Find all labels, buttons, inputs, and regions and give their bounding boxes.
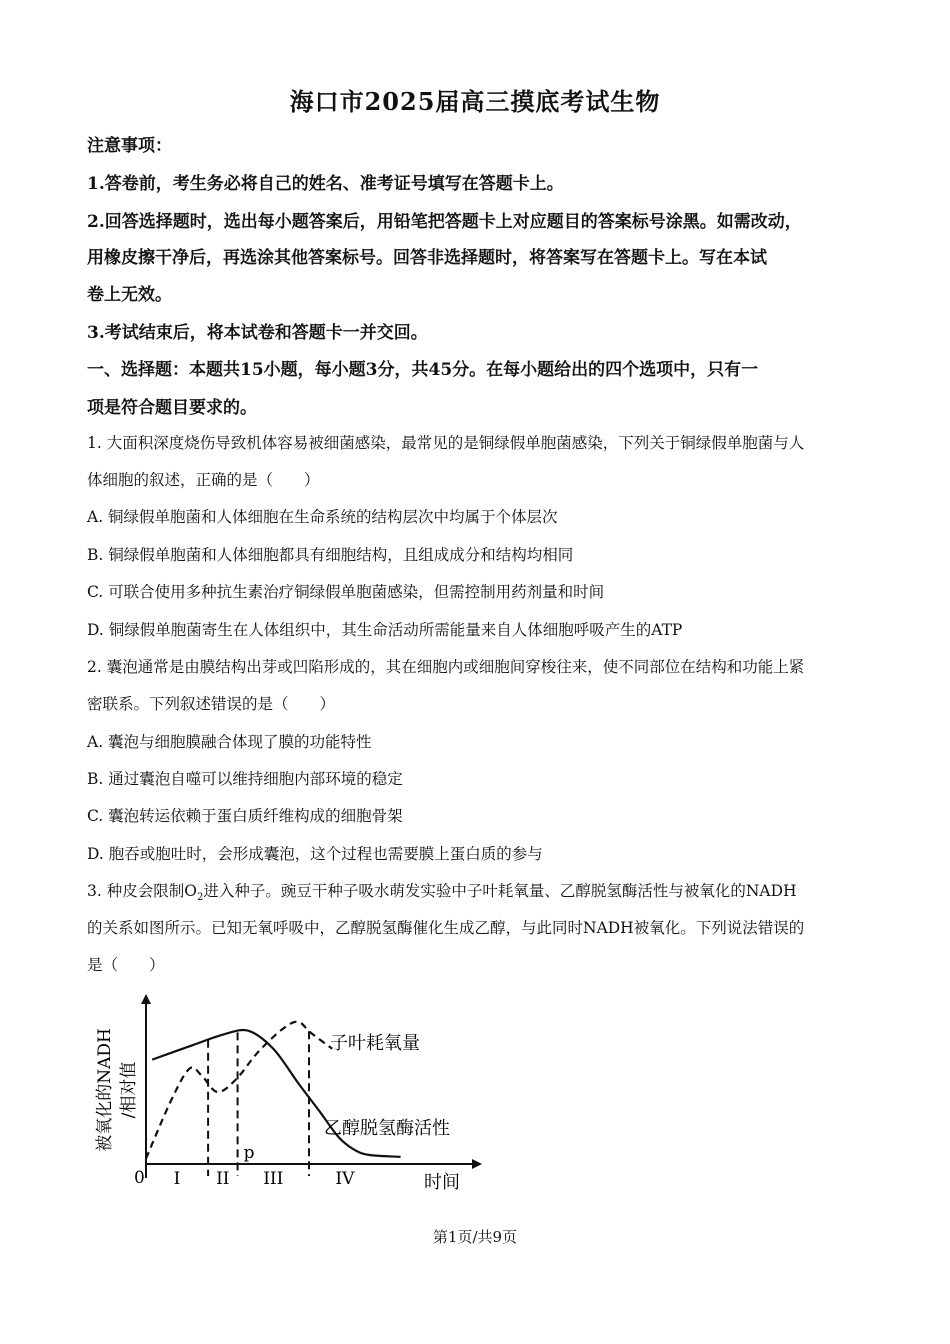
question-3-stem <box>87 879 797 903</box>
question-2-option-c: C. 囊泡转运依赖于蛋白质纤维构成的细胞骨架 <box>87 807 403 825</box>
note-line: 用橡皮擦干净后，再选涂其他答案标号。回答非选择题时，将答案写在答题卡上。写在本试 <box>87 248 767 268</box>
question-1-option-c: C. 可联合使用多种抗生素治疗铜绿假单胞菌感染，但需控制用药剂量和时间 <box>87 583 605 601</box>
question-1-stem: 体细胞的叙述，正确的是（ ） <box>87 471 320 489</box>
stage-label: I <box>173 1169 181 1189</box>
question-2-stem: 2. 囊泡通常是由膜结构出芽或凹陷形成的，其在细胞内或细胞间穿梭往来，使不同部位在结构和功能上紧 <box>87 658 805 676</box>
note-line: 1.答卷前，考生务必将自己的姓名、准考证号填写在答题卡上。 <box>87 174 564 194</box>
stage-label: IV <box>335 1169 355 1189</box>
stage-label: III <box>263 1169 284 1189</box>
question-2-option-b: B. 通过囊泡自噬可以维持细胞内部环境的稳定 <box>87 770 403 788</box>
x-axis-label: 时间 <box>424 1172 460 1193</box>
section-heading: 项是符合题目要求的。 <box>87 398 257 418</box>
question-3-stem-pre: 3. 种皮会限制O <box>87 882 197 900</box>
note-line: 3.考试结束后，将本试卷和答题卡一并交回。 <box>87 323 428 343</box>
subscript-2: 2 <box>196 892 204 904</box>
question-2-stem: 密联系。下列叙述错误的是（ ） <box>87 695 336 713</box>
point-label: p <box>243 1143 255 1163</box>
note-line: 2.回答选择题时，选出每小题答案后，用铅笔把答题卡上对应题目的答案标号涂黑。如需改动， <box>87 212 802 232</box>
origin-label: 0 <box>134 1168 145 1188</box>
question-1-option-d: D. 铜绿假单胞菌寄生在人体组织中，其生命活动所需能量来自人体细胞呼吸产生的ATP <box>87 621 683 639</box>
legend-oxygen-consumption: 子叶耗氧量 <box>330 1033 420 1054</box>
note-line: 卷上无效。 <box>87 285 172 305</box>
legend-alcohol-dehydrogenase: 乙醇脱氢酶活性 <box>324 1118 450 1139</box>
stage-label: II <box>216 1169 230 1189</box>
question-2-option-d: D. 胞吞或胞吐时，会形成囊泡，这个过程也需要膜上蛋白质的参与 <box>87 845 543 863</box>
question-3-stem: 是（ ） <box>87 956 165 974</box>
question-1-stem: 1. 大面积深度烧伤导致机体容易被细菌感染，最常见的是铜绿假单胞菌感染，下列关于铜绿假单胞菌与人 <box>87 434 805 452</box>
y-axis-label: /相对值 <box>119 1061 139 1119</box>
exam-title: 海口市2025届高三摸底考试生物 <box>289 87 661 116</box>
notice-heading: 注意事项： <box>87 136 172 156</box>
nadh-chart <box>80 988 500 1198</box>
question-1-option-a: A. 铜绿假单胞菌和人体细胞在生命系统的结构层次中均属于个体层次 <box>87 508 558 526</box>
section-heading: 一、选择题：本题共15小题，每小题3分，共45分。在每小题给出的四个选项中，只有一 <box>87 360 759 380</box>
question-3-stem-post: 进入种子。豌豆干种子吸水萌发实验中子叶耗氧量、乙醇脱氢酶活性与被氧化的NADH <box>203 882 797 900</box>
question-3-stem: 的关系如图所示。已知无氧呼吸中，乙醇脱氢酶催化生成乙醇，与此同时NADH被氧化。下列说法错误的 <box>87 919 805 937</box>
question-2-option-a: A. 囊泡与细胞膜融合体现了膜的功能特性 <box>87 733 372 751</box>
question-1-option-b: B. 铜绿假单胞菌和人体细胞都具有细胞结构，且组成成分和结构均相同 <box>87 546 574 564</box>
y-axis-label: 被氧化的NADH <box>95 1028 115 1152</box>
page-footer: 第1页/共9页 <box>432 1228 518 1246</box>
